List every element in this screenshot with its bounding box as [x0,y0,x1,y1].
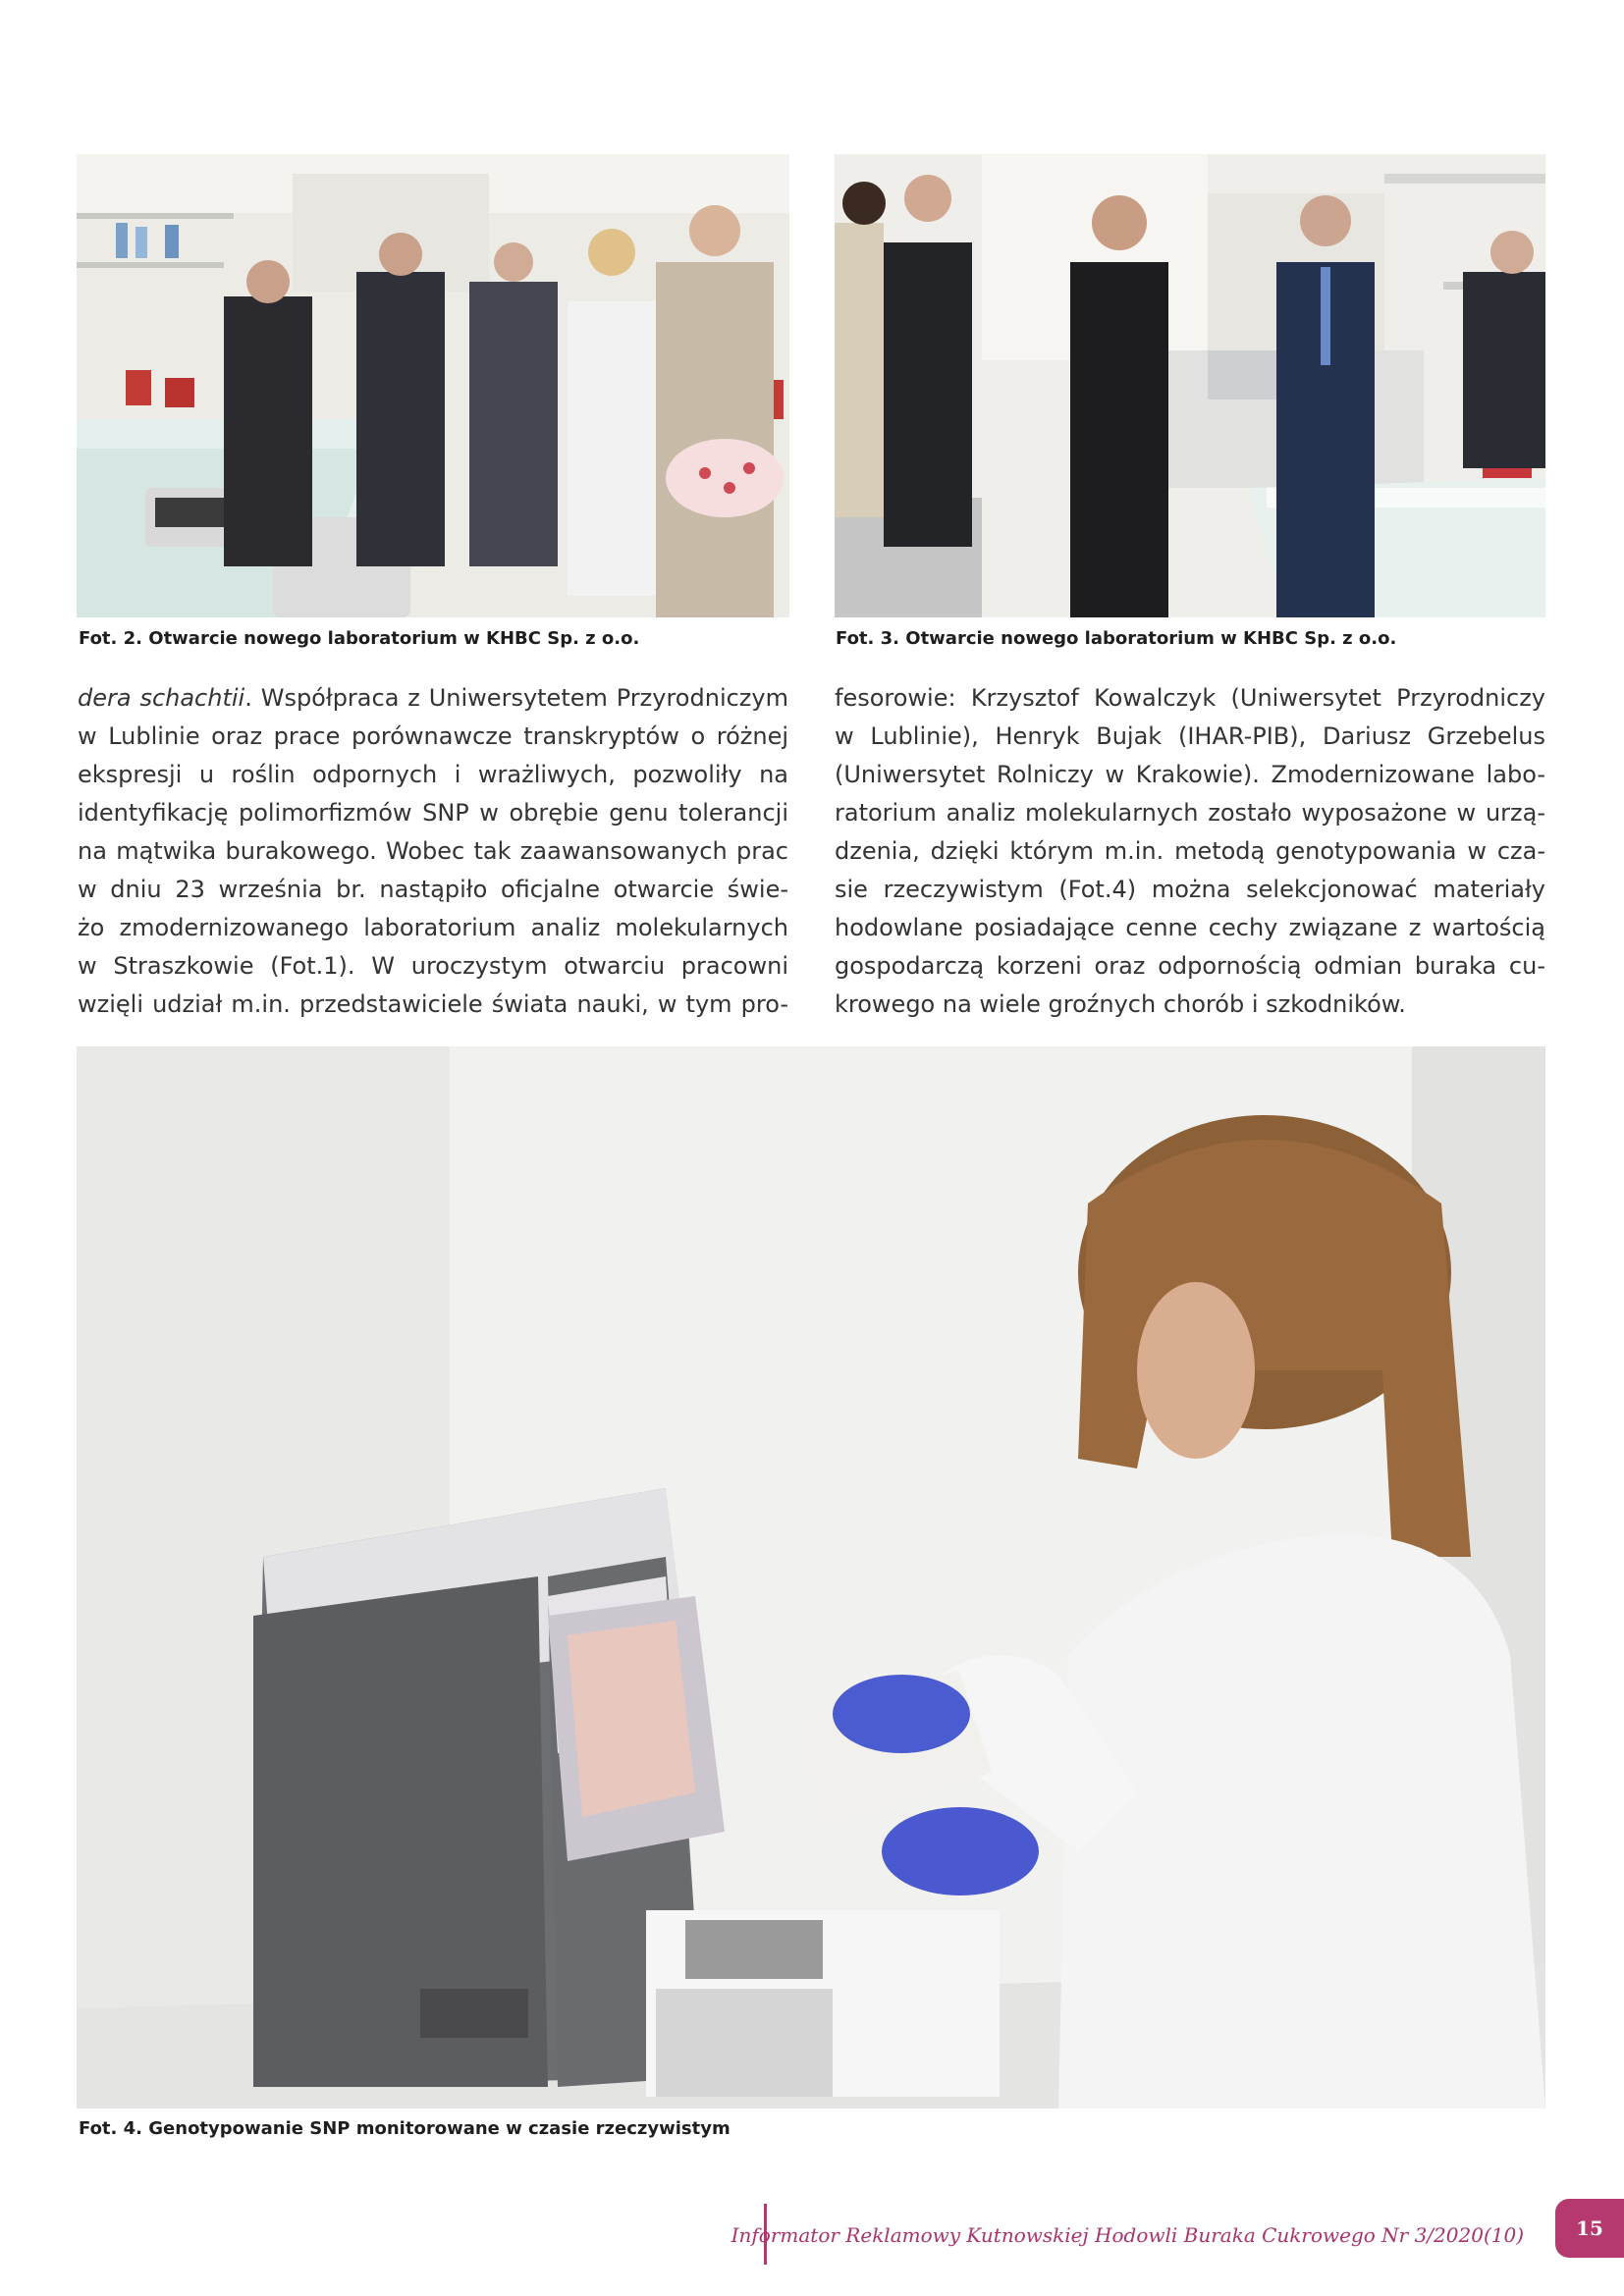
photo-2-caption: Fot. 2. Otwarcie nowego laboratorium w KHBC Sp. z o.o. [79,628,640,649]
photo-3-caption: Fot. 3. Otwarcie nowego laboratorium w KHBC Sp. z o.o. [836,628,1397,649]
species-name-italic: dera schachtii [78,684,245,712]
photo-4-caption: Fot. 4. Genotypowanie SNP monitorowane w czasie rzeczywistym [79,2118,731,2139]
page-number-badge: 15 [1555,2199,1624,2258]
text-line: w Straszkowie (Fot.1). W uroczystym otwarciu pracowni [78,952,788,980]
genotyping-photo-icon [77,1046,1545,2109]
text-line: krowego na wiele groźnych chorób i szkodników. [835,990,1406,1018]
text-line: dera schachtii. Współpraca z Uniwersytetem Przyrodniczym [78,684,788,712]
text-line: hodowlane posiadające cenne cechy związane z wartością [835,914,1545,941]
lab-visitors-photo-icon [835,154,1545,617]
text-line: dzenia, dzięki którym m.in. metodą genotypowania w cza- [835,837,1545,865]
text-line: ratorium analiz molekularnych zostało wyposażone w urzą- [835,799,1545,827]
photo-4 [77,1046,1545,2109]
footer-publication-title: Informator Reklamowy Kutnowskiej Hodowli Buraka Cukrowego Nr 3/2020(10) [731,2223,1524,2247]
left-text-column [78,679,788,1024]
photo-2 [77,154,789,617]
text-line: fesorowie: Krzysztof Kowalczyk (Uniwersytet Przyrodniczy [835,684,1545,712]
text-line: (Uniwersytet Rolniczy w Krakowie). Zmodernizowane labo- [835,761,1545,788]
text-line: identyfikację polimorfizmów SNP w obrębie genu tolerancji [78,799,788,827]
text-line: w Lublinie oraz prace porównawcze transkryptów o różnej [78,722,788,750]
text-line: na mątwika burakowego. Wobec tak zaawansowanych prac [78,837,788,865]
text-line: sie rzeczywistym (Fot.4) można selekcjonować materiały [835,876,1545,903]
lab-people-photo-icon [77,154,789,617]
text-line: w Lublinie), Henryk Bujak (IHAR-PIB), Dariusz Grzebelus [835,722,1545,750]
text-line: ekspresji u roślin odpornych i wrażliwych, pozwoliły na [78,761,788,788]
right-text-column [835,679,1545,1024]
text-line: żo zmodernizowanego laboratorium analiz molekularnych [78,914,788,941]
photo-3 [835,154,1545,617]
text-line: gospodarczą korzeni oraz odpornością odmian buraka cu- [835,952,1545,980]
text-line: wzięli udział m.in. przedstawiciele świata nauki, w tym pro- [78,990,788,1018]
text-line: w dniu 23 września br. nastąpiło oficjalne otwarcie świe- [78,876,788,903]
